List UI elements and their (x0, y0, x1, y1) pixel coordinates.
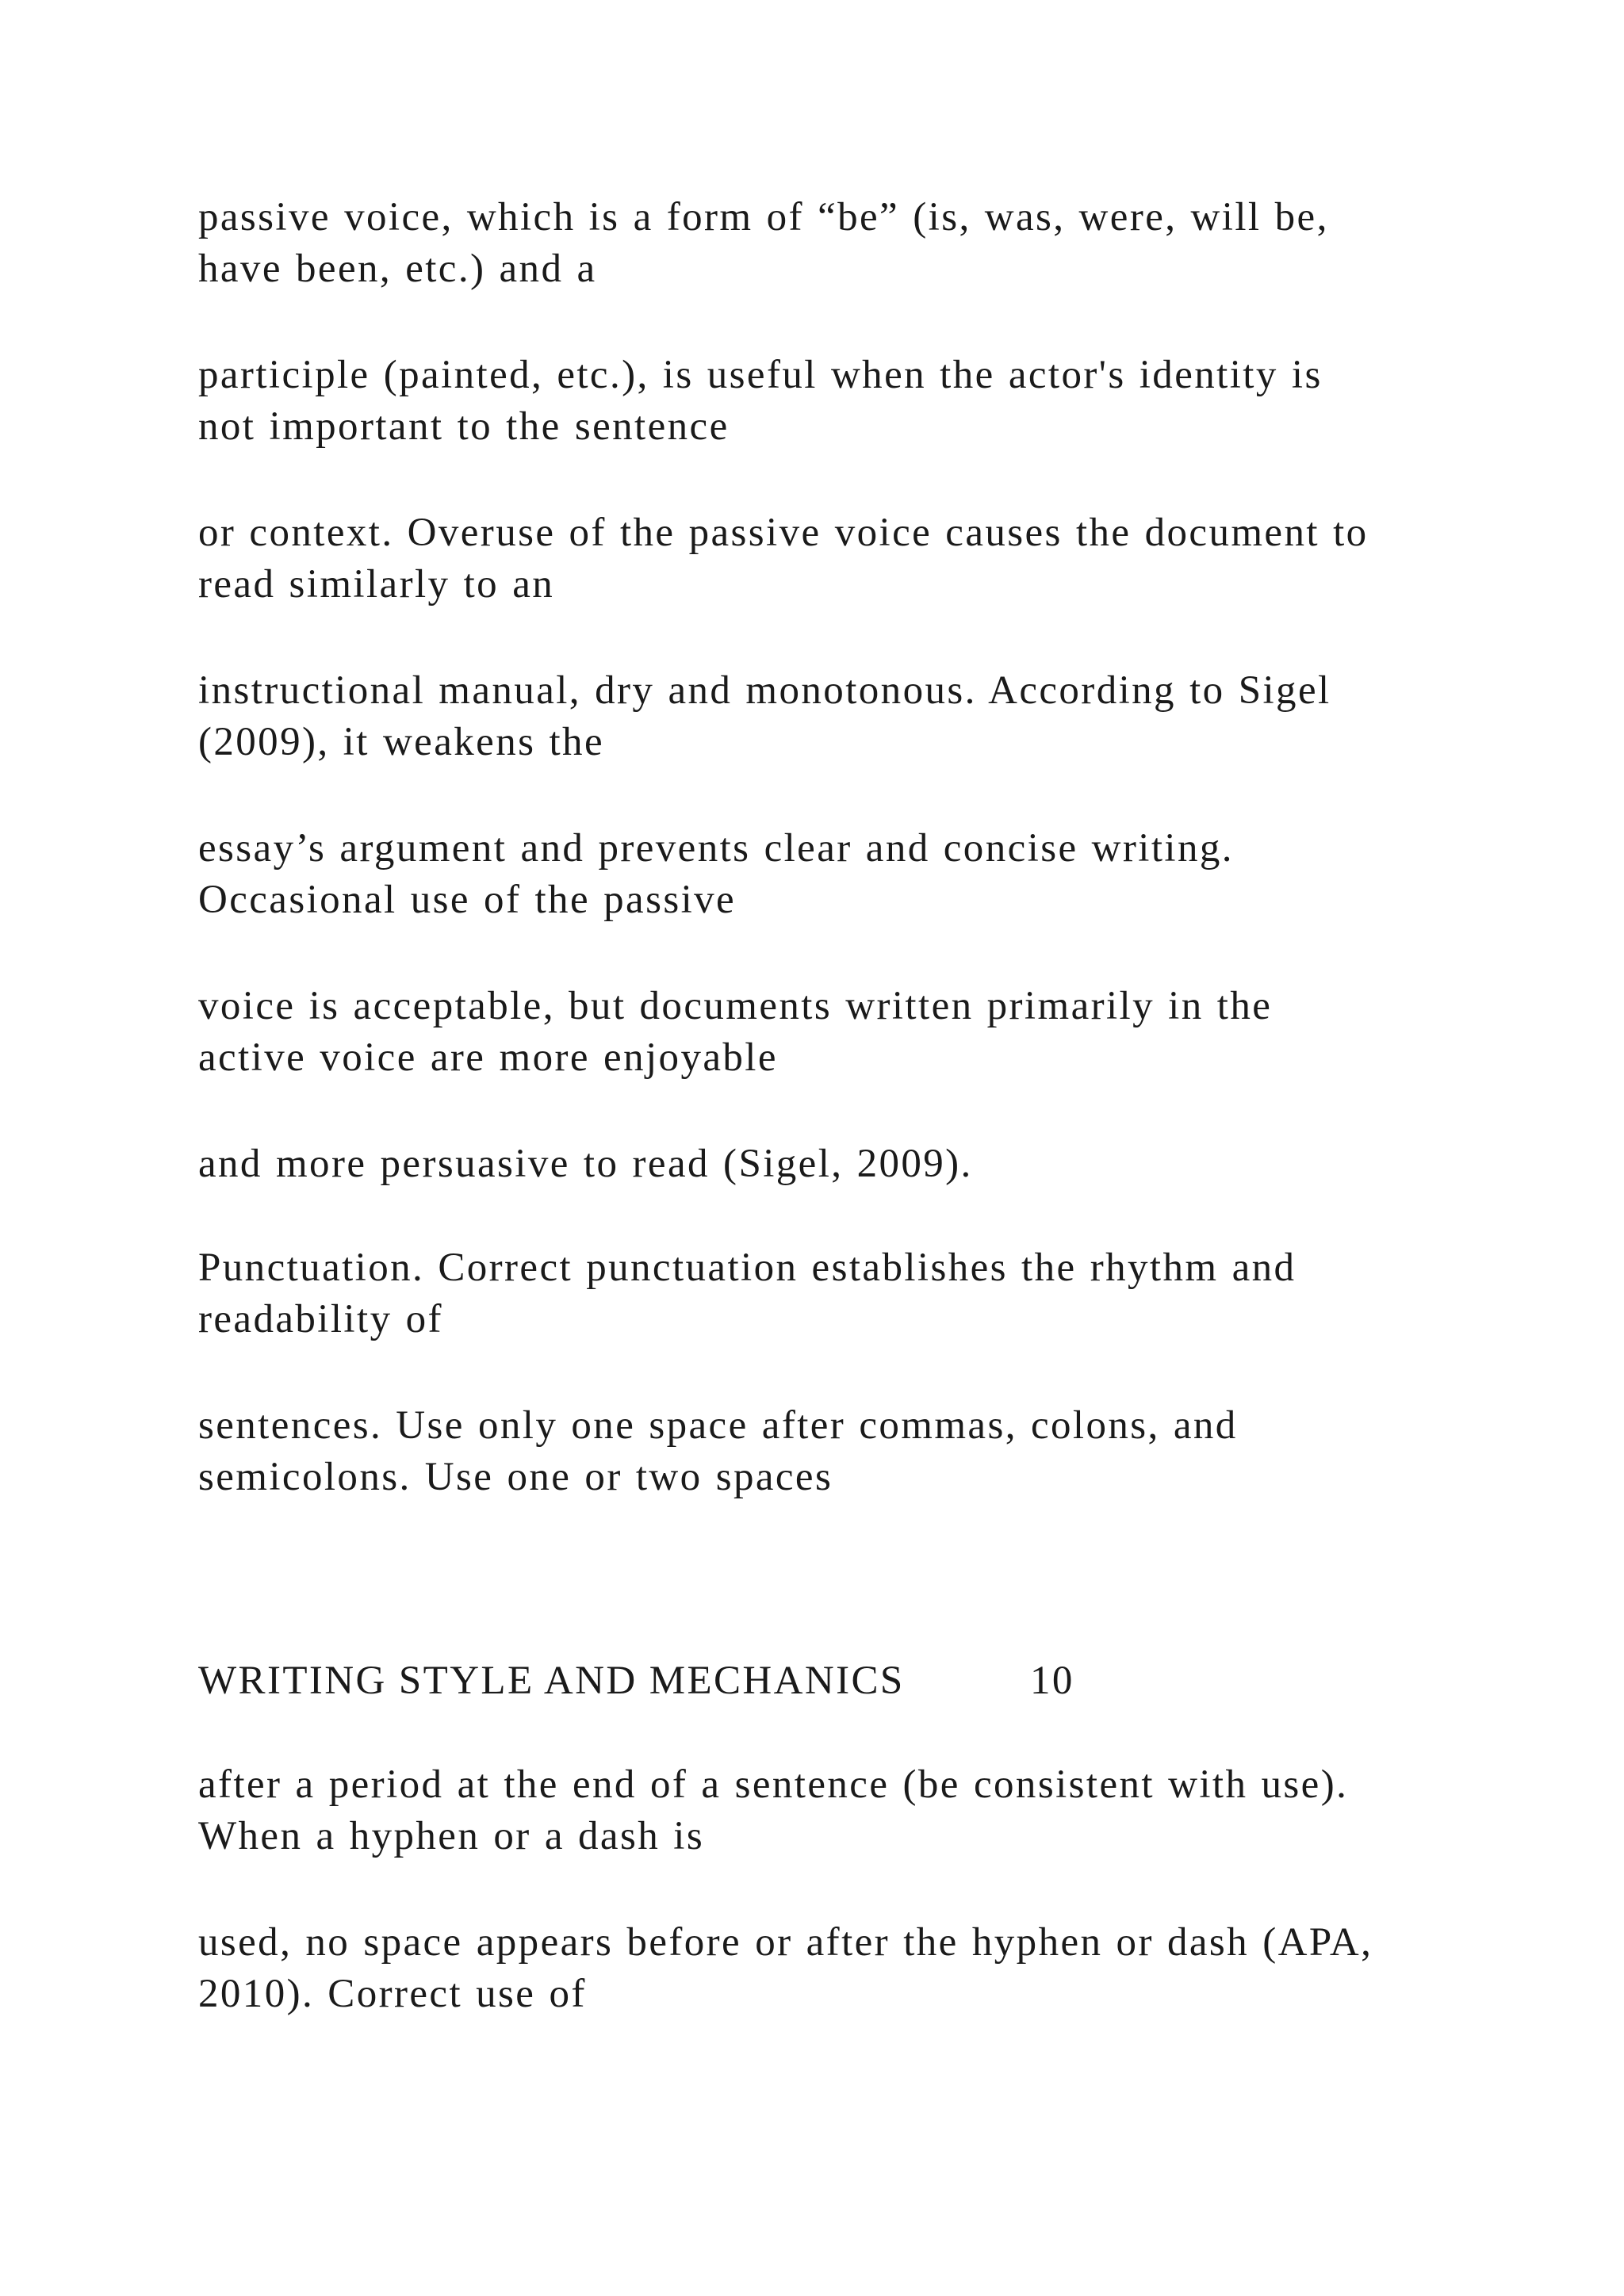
text-line: active voice are more enjoyable (198, 1035, 778, 1080)
paragraph-persuasive (198, 1138, 1499, 1190)
paragraph-punctuation (198, 1242, 1499, 1345)
text-line: participle (painted, etc.), is useful when the actor's identity is (198, 353, 1323, 397)
paragraph-participle (198, 350, 1499, 453)
text-line: after a period at the end of a sentence (be consistent with use). (198, 1762, 1349, 1807)
text-line: passive voice, which is a form of “be” (is, was, were, will be, (198, 195, 1329, 239)
text-line: Occasional use of the passive (198, 878, 737, 922)
text-line: and more persuasive to read (Sigel, 2009). (198, 1142, 973, 1186)
text-line: When a hyphen or a dash is (198, 1814, 705, 1858)
text-line: readability of (198, 1297, 443, 1341)
text-line: Punctuation. Correct punctuation establishes the rhythm and (198, 1246, 1297, 1290)
text-line: or context. Overuse of the passive voice causes the document to (198, 511, 1369, 555)
text-line: 2010). Correct use of (198, 1972, 587, 2016)
text-line: voice is acceptable, but documents written primarily in the (198, 984, 1273, 1028)
text-line: semicolons. Use one or two spaces (198, 1455, 833, 1499)
text-line: sentences. Use only one space after commas, colons, and (198, 1403, 1238, 1448)
running-header-title: WRITING STYLE AND MECHANICS (198, 1659, 905, 1703)
paragraph-sentences (198, 1400, 1499, 1503)
text-line: read similarly to an (198, 562, 555, 607)
text-line: have been, etc.) and a (198, 247, 597, 291)
text-line: (2009), it weakens the (198, 720, 604, 764)
paragraph-passive-voice (198, 192, 1499, 295)
text-line: essay’s argument and prevents clear and concise writing. (198, 826, 1234, 871)
text-line: used, no space appears before or after the hyphen or dash (APA, (198, 1920, 1373, 1965)
text-line: not important to the sentence (198, 404, 730, 449)
paragraph-instructional (198, 665, 1499, 768)
paragraph-period-spacing (198, 1759, 1499, 1862)
page-number: 10 (1030, 1659, 1074, 1703)
paragraph-hyphen-dash (198, 1917, 1499, 2020)
paragraph-voice-acceptable (198, 981, 1499, 1084)
paragraph-context (198, 507, 1499, 610)
text-line: instructional manual, dry and monotonous. According to Sigel (198, 668, 1331, 713)
paragraph-essay-argument (198, 823, 1499, 926)
